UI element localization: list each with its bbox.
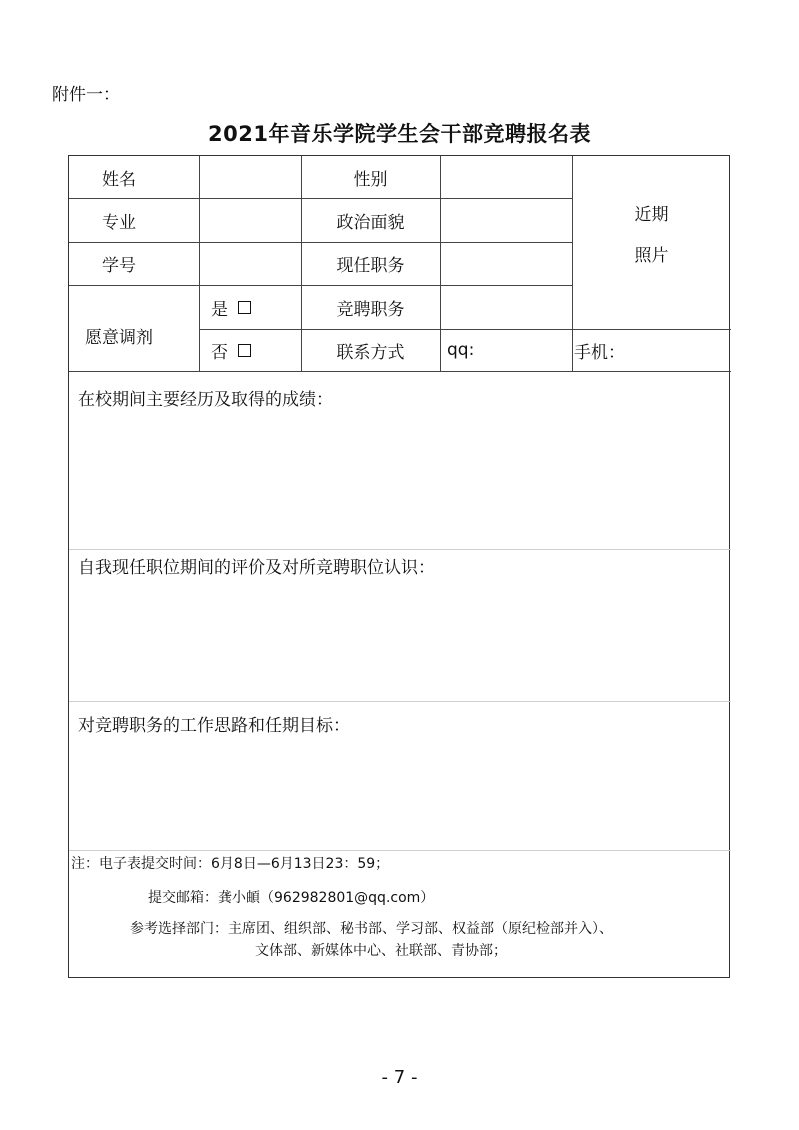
student-id-label: 学号 bbox=[102, 256, 136, 276]
major-label: 专业 bbox=[102, 212, 136, 233]
section-divider bbox=[69, 549, 731, 550]
gender-field[interactable] bbox=[440, 156, 572, 198]
yes-label: 是 bbox=[211, 299, 228, 320]
photo-label-line1: 近期 bbox=[634, 205, 669, 225]
qq-label: qq: bbox=[447, 340, 475, 360]
experience-section-label: 在校期间主要经历及取得的成绩： bbox=[78, 390, 333, 410]
current-position-label: 现任职务 bbox=[336, 256, 405, 276]
adjust-yes-option[interactable] bbox=[199, 285, 301, 329]
page-number: - 7 - bbox=[381, 1067, 418, 1088]
photo-cell[interactable] bbox=[572, 156, 731, 329]
form-title: 2021年音乐学院学生会干部竞聘报名表 bbox=[208, 122, 591, 146]
self-evaluation-section-label: 自我现任职位期间的评价及对所竞聘职位认识： bbox=[78, 558, 435, 578]
yes-checkbox[interactable] bbox=[238, 301, 251, 314]
political-status-label: 政治面貌 bbox=[336, 212, 405, 233]
deadline-note: 注：电子表提交时间：6月8日—6月13日23：59； bbox=[71, 856, 390, 872]
no-label: 否 bbox=[211, 342, 228, 363]
section-divider bbox=[69, 701, 731, 702]
current-position-field[interactable] bbox=[440, 242, 572, 285]
photo-label-line2: 照片 bbox=[634, 246, 669, 266]
student-id-field[interactable] bbox=[199, 242, 301, 285]
phone-label: 手机： bbox=[574, 342, 625, 363]
contact-label: 联系方式 bbox=[336, 342, 405, 363]
email-note: 提交邮箱：龚小頔（962982801@qq.com） bbox=[148, 890, 435, 906]
departments-note-line1: 参考选择部门：主席团、组织部、秘书部、学习部、权益部（原纪检部并入）、 bbox=[130, 921, 613, 937]
work-plan-section-label: 对竞聘职务的工作思路和任期目标： bbox=[78, 716, 350, 736]
gender-label: 性别 bbox=[353, 169, 388, 190]
major-field[interactable] bbox=[199, 198, 301, 242]
departments-note-line2: 文体部、新媒体中心、社联部、青协部； bbox=[255, 943, 507, 959]
section-divider bbox=[69, 850, 731, 851]
attachment-label: 附件一： bbox=[52, 85, 120, 105]
name-label: 姓名 bbox=[102, 169, 136, 190]
apply-position-label: 竞聘职务 bbox=[336, 299, 405, 320]
no-checkbox[interactable] bbox=[238, 344, 251, 357]
name-field[interactable] bbox=[199, 156, 301, 198]
adjust-label: 愿意调剂 bbox=[85, 327, 153, 348]
political-status-field[interactable] bbox=[440, 198, 572, 242]
apply-position-field[interactable] bbox=[440, 285, 572, 329]
row-divider bbox=[69, 371, 731, 372]
adjust-no-option[interactable] bbox=[199, 329, 301, 371]
